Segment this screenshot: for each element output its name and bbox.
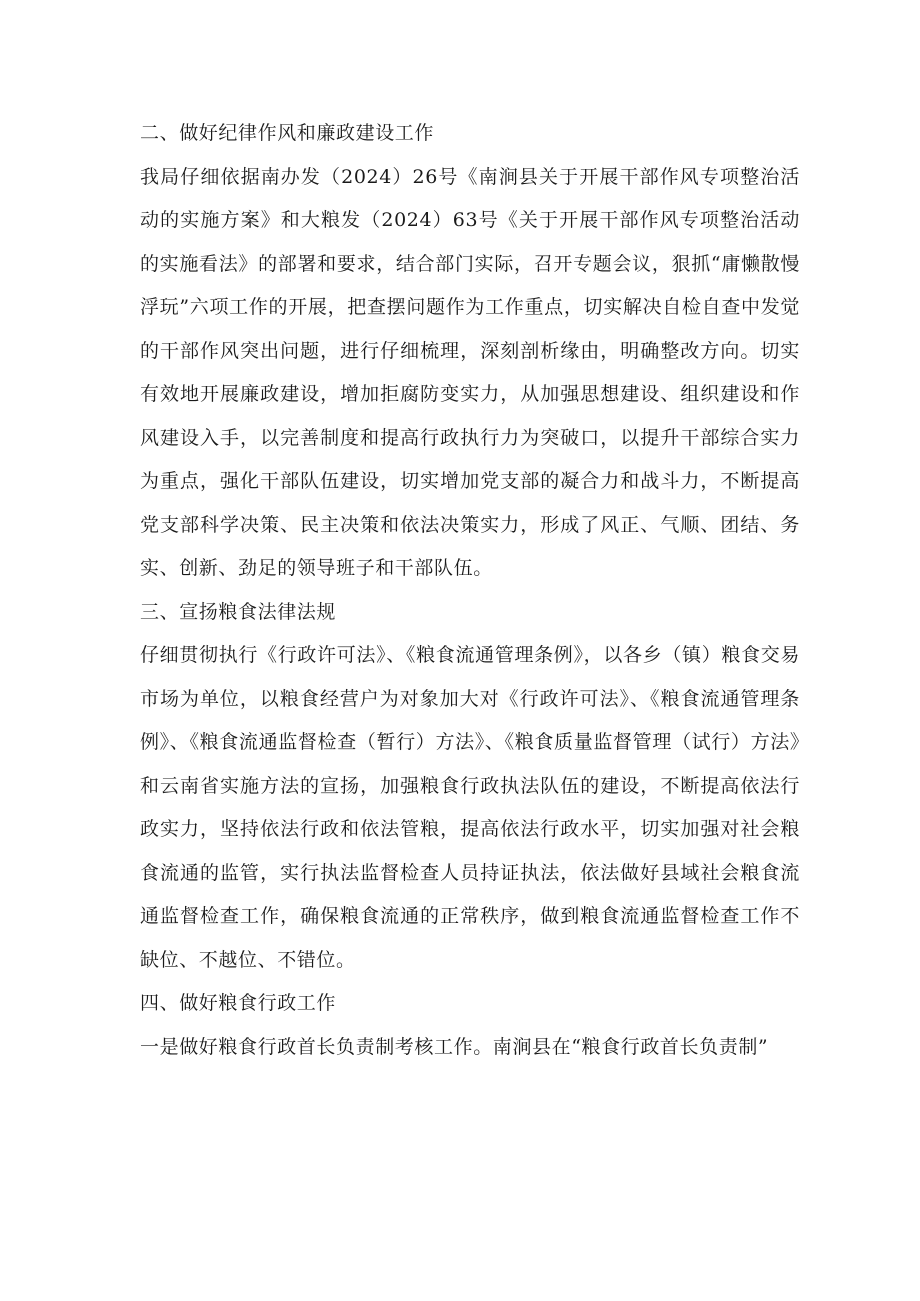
section-heading: 三、宣扬粮食法律法规 bbox=[140, 600, 337, 623]
section-paragraph: 我局仔细依据南办发（2024）26号《南涧县关于开展干部作风专项整治活动的实施方案》和大粮发（2024）63号《关于开展干部作风专项整治活动的实施看法》的部署和要求，结合部门实际，召开专题会议，狠抓“庸懒散慢浮玩”六项工作的开展，把查摆问题作为工作重点，切实解决自检自查中发觉的干部作风突出问题，进行仔细梳理，深刻剖析缘由，明确整改方向。切实有效地开展廉政建设，增加拒腐防变实力，从加强思想建设、组织建设和作风建设入手，以完善制度和提高行政执行力为突破口，以提升干部综合实力为重点，强化干部队伍建设，切实增加党支部的凝合力和战斗力，不断提高党支部科学决策、民主决策和依法决策实力，形成了风正、气顺、团结、务实、创新、劲足的领导班子和干部队伍。 bbox=[140, 165, 800, 579]
section-paragraph: 仔细贯彻执行《行政许可法》、《粮食流通管理条例》，以各乡（镇）粮食交易市场为单位，以粮食经营户为对象加大对《行政许可法》、《粮食流通管理条例》、《粮食流通监督检查（暂行）方法》、《粮食质量监督管理（试行）方法》和云南省实施方法的宣扬，加强粮食行政执法队伍的建设，不断提高依法行政实力，坚持依法行政和依法管粮，提高依法行政水平，切实加强对社会粮食流通的监管，实行执法监督检查人员持证执法，依法做好县域社会粮食流通监督检查工作，确保粮食流通的正常秩序，做到粮食流通监督检查工作不缺位、不越位、不错位。 bbox=[140, 644, 800, 971]
section-discipline bbox=[140, 112, 800, 591]
section-grain-administration bbox=[140, 982, 800, 1069]
document-page bbox=[140, 112, 800, 1069]
section-law-publicity bbox=[140, 591, 800, 983]
section-heading: 四、做好粮食行政工作 bbox=[140, 992, 337, 1014]
section-heading: 二、做好纪律作风和廉政建设工作 bbox=[140, 122, 435, 144]
section-paragraph: 一是做好粮食行政首长负责制考核工作。南涧县在“粮食行政首长负责制” bbox=[140, 1035, 769, 1058]
